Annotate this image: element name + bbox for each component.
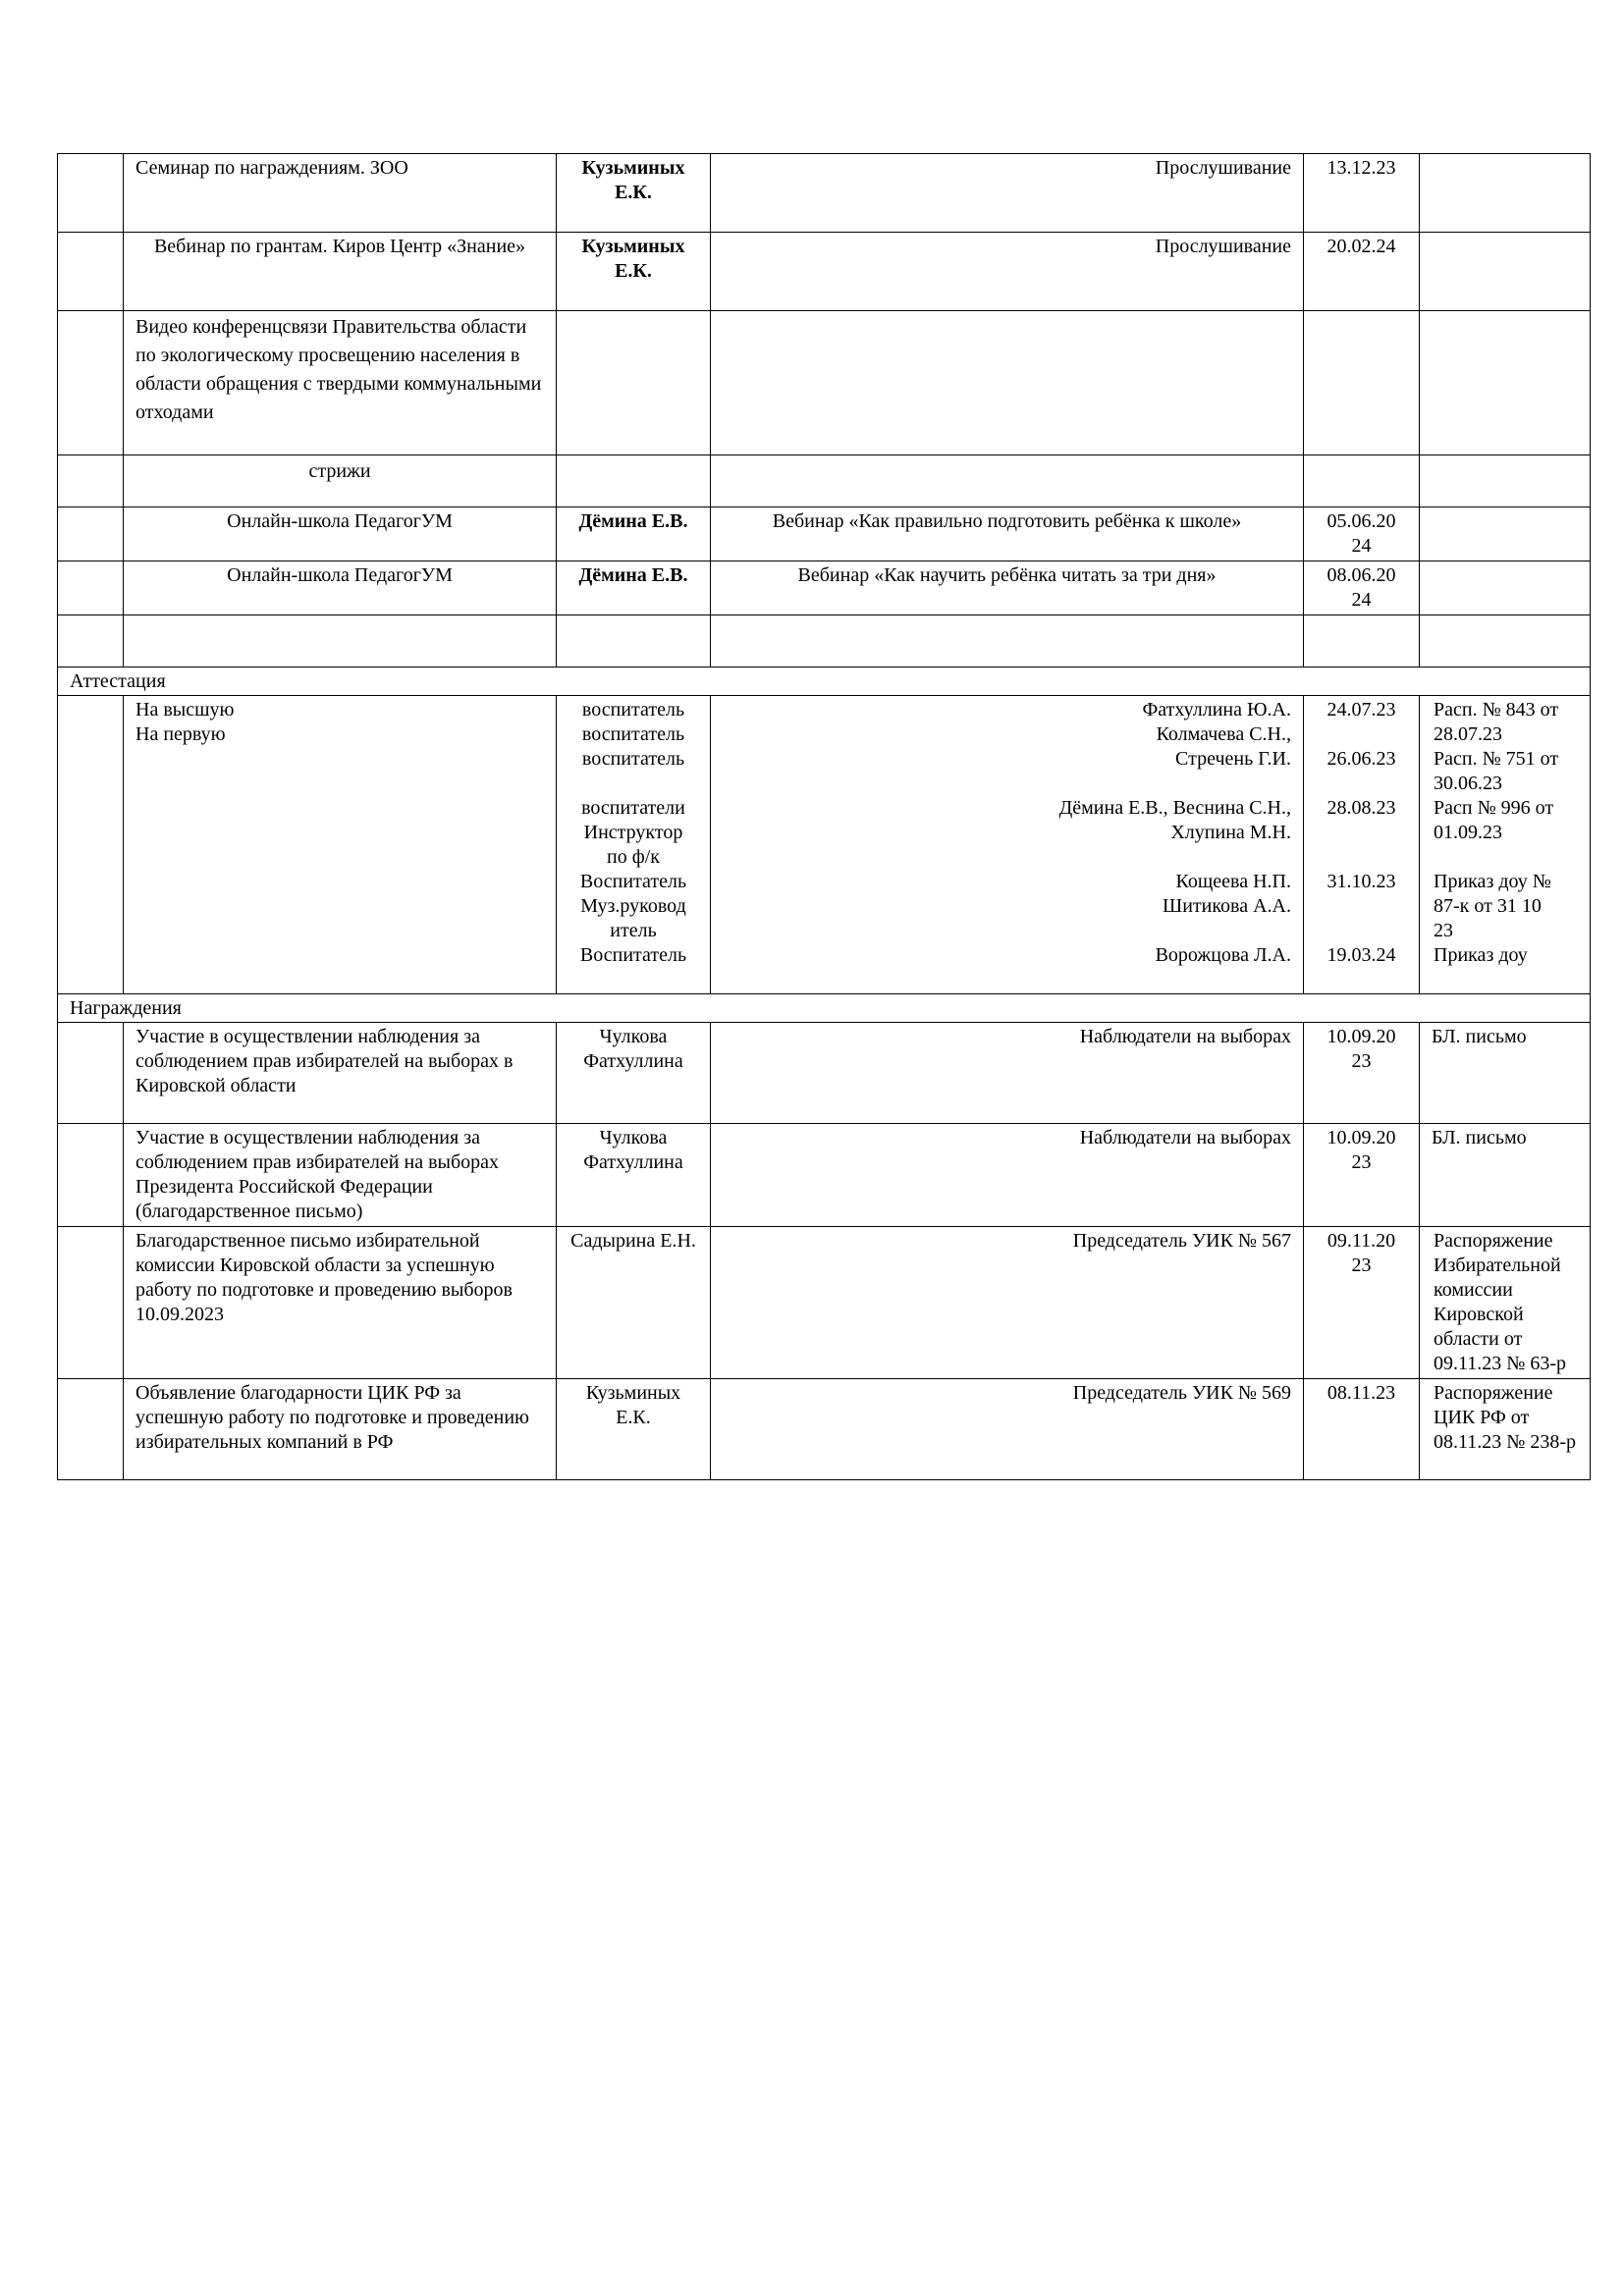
event-form: Прослушивание — [711, 233, 1304, 311]
event-row — [58, 561, 1591, 615]
event-row — [58, 455, 1591, 507]
note-line: Расп. № 843 от — [1434, 699, 1559, 721]
name-line — [723, 772, 1291, 796]
attestation-notes — [1420, 696, 1591, 994]
event-row-empty — [58, 615, 1591, 667]
event-name: Онлайн-школа ПедагогУМ — [124, 507, 557, 561]
event-note — [1420, 311, 1591, 455]
note-line: 30.06.23 — [1434, 773, 1502, 794]
event-name — [124, 615, 557, 667]
name-line — [723, 919, 1291, 943]
name-line: Колмачева С.Н., — [1156, 723, 1291, 745]
award-row — [58, 1227, 1591, 1379]
award-role: Наблюдатели на выборах — [711, 1023, 1304, 1124]
event-form: Вебинар «Как правильно подготовить ребёнка к школе» — [711, 507, 1304, 561]
award-date: 08.11.23 — [1304, 1379, 1420, 1480]
event-date: 08.06.20 24 — [1304, 561, 1420, 615]
award-row — [58, 1124, 1591, 1227]
event-note — [1420, 507, 1591, 561]
section-header-awards — [58, 994, 1591, 1023]
award-recipient: Кузьминых Е.К. — [557, 1379, 711, 1480]
event-form — [711, 455, 1304, 507]
award-row — [58, 1023, 1591, 1124]
note-line: Расп № 996 от — [1434, 797, 1554, 819]
date-line — [1316, 821, 1407, 845]
note-line: 23 — [1434, 920, 1453, 941]
note-line: Расп. № 751 от — [1434, 748, 1559, 770]
event-responsible: Дёмина Е.В. — [557, 561, 711, 615]
event-date — [1304, 455, 1420, 507]
position-line: воспитатель — [581, 699, 685, 721]
event-row — [58, 311, 1591, 455]
date-line — [1316, 919, 1407, 943]
name-line: Фатхуллина Ю.А. — [1142, 699, 1291, 721]
award-note: БЛ. письмо — [1420, 1023, 1591, 1124]
position-line: Воспитатель — [579, 944, 687, 966]
name-line: Хлупина М.Н. — [1170, 822, 1291, 843]
position-line — [568, 772, 698, 796]
award-role: Председатель УИК № 569 — [711, 1379, 1304, 1480]
position-line: по ф/к — [607, 846, 660, 868]
award-note: Распоряжение Избирательной комиссии Кировской области от 09.11.23 № 63-р — [1420, 1227, 1591, 1379]
event-responsible: Дёмина Е.В. — [557, 507, 711, 561]
event-note — [1420, 154, 1591, 233]
event-row — [58, 154, 1591, 233]
date-line: 26.06.23 — [1326, 748, 1396, 770]
award-note: Распоряжение ЦИК РФ от 08.11.23 № 238-р — [1420, 1379, 1591, 1480]
award-name: Объявление благодарности ЦИК РФ за успешную работу по подготовке и проведению избирательных компаний в РФ — [124, 1379, 557, 1480]
event-responsible: Кузьминых Е.К. — [557, 154, 711, 233]
name-line — [723, 845, 1291, 870]
position-line: воспитатели — [581, 797, 685, 819]
row-number-cell — [58, 1379, 124, 1480]
row-number-cell — [58, 311, 124, 455]
note-line: 28.07.23 — [1434, 723, 1502, 745]
date-line — [1316, 845, 1407, 870]
event-name: стрижи — [124, 455, 557, 507]
date-line — [1316, 894, 1407, 919]
event-name: Видео конференцсвязи Правительства области по экологическому просвещению населения в области обращения с твердыми коммунальными отходами — [124, 311, 557, 455]
event-name: Онлайн-школа ПедагогУМ — [124, 561, 557, 615]
date-line: 28.08.23 — [1326, 797, 1396, 819]
note-line — [1434, 845, 1586, 870]
section-title: Аттестация — [58, 667, 1591, 696]
award-recipient: Садырина Е.Н. — [557, 1227, 711, 1379]
event-note — [1420, 615, 1591, 667]
position-line: Воспитатель — [579, 871, 687, 892]
date-line — [1316, 722, 1407, 747]
attestation-row — [58, 696, 1591, 994]
name-line: Ворожцова Л.А. — [1155, 944, 1291, 966]
event-form — [711, 615, 1304, 667]
event-note — [1420, 455, 1591, 507]
row-number-cell — [58, 561, 124, 615]
award-role: Председатель УИК № 567 — [711, 1227, 1304, 1379]
row-number-cell — [58, 233, 124, 311]
date-line — [1316, 772, 1407, 796]
award-recipient: Чулкова Фатхуллина — [557, 1023, 711, 1124]
event-note — [1420, 233, 1591, 311]
name-line: Дёмина Е.В., Веснина С.Н., — [1058, 797, 1291, 819]
award-date: 10.09.20 23 — [1304, 1124, 1420, 1227]
event-date: 20.02.24 — [1304, 233, 1420, 311]
row-number-cell — [58, 1023, 124, 1124]
date-line: 19.03.24 — [1326, 944, 1396, 966]
row-number-cell — [58, 154, 124, 233]
position-line: Муз.руковод — [580, 895, 686, 917]
date-line: 24.07.23 — [1326, 699, 1396, 721]
attestation-positions — [557, 696, 711, 994]
row-number-cell — [58, 1124, 124, 1227]
award-name: Благодарственное письмо избирательной комиссии Кировской области за успешную работу по подготовке и проведению выборов 10.09.2023 — [124, 1227, 557, 1379]
award-recipient: Чулкова Фатхуллина — [557, 1124, 711, 1227]
row-number-cell — [58, 615, 124, 667]
event-date — [1304, 311, 1420, 455]
report-table — [57, 153, 1591, 1480]
event-form — [711, 311, 1304, 455]
event-date: 05.06.20 24 — [1304, 507, 1420, 561]
event-form: Вебинар «Как научить ребёнка читать за три дня» — [711, 561, 1304, 615]
attestation-level: На высшую — [135, 699, 235, 721]
event-date — [1304, 615, 1420, 667]
attestation-dates — [1304, 696, 1420, 994]
note-line: 87-к от 31 10 — [1434, 895, 1542, 917]
award-role: Наблюдатели на выборах — [711, 1124, 1304, 1227]
event-name: Семинар по награждениям. ЗОО — [124, 154, 557, 233]
row-number-cell — [58, 1227, 124, 1379]
award-name: Участие в осуществлении наблюдения за соблюдением прав избирателей на выборах в Кировской области — [124, 1023, 557, 1124]
event-name: Вебинар по грантам. Киров Центр «Знание» — [124, 233, 557, 311]
section-title: Награждения — [58, 994, 1591, 1023]
event-date: 13.12.23 — [1304, 154, 1420, 233]
note-line: Приказ доу — [1434, 944, 1528, 966]
position-line: воспитатель — [581, 723, 685, 745]
award-name: Участие в осуществлении наблюдения за соблюдением прав избирателей на выборах Президента Российской Федерации (благодарственное письмо) — [124, 1124, 557, 1227]
event-note — [1420, 561, 1591, 615]
attestation-level: На первую — [135, 723, 226, 745]
row-number-cell — [58, 507, 124, 561]
section-header-attestation — [58, 667, 1591, 696]
event-row — [58, 507, 1591, 561]
award-date: 09.11.20 23 — [1304, 1227, 1420, 1379]
event-row — [58, 233, 1591, 311]
date-line: 31.10.23 — [1326, 871, 1396, 892]
attestation-names — [711, 696, 1304, 994]
note-line: Приказ доу № — [1434, 871, 1551, 892]
award-row — [58, 1379, 1591, 1480]
row-number-cell — [58, 455, 124, 507]
name-line: Кощеева Н.П. — [1175, 871, 1291, 892]
position-line: Инструктор — [583, 822, 683, 843]
award-date: 10.09.20 23 — [1304, 1023, 1420, 1124]
event-responsible — [557, 311, 711, 455]
event-responsible — [557, 455, 711, 507]
row-number-cell — [58, 696, 124, 994]
position-line: итель — [610, 920, 657, 941]
event-responsible: Кузьминых Е.К. — [557, 233, 711, 311]
attestation-levels — [124, 696, 557, 994]
name-line: Стречень Г.И. — [1175, 748, 1291, 770]
name-line: Шитикова А.А. — [1163, 895, 1291, 917]
position-line: воспитатель — [581, 748, 685, 770]
note-line: 01.09.23 — [1434, 822, 1502, 843]
event-responsible — [557, 615, 711, 667]
event-form: Прослушивание — [711, 154, 1304, 233]
award-note: БЛ. письмо — [1420, 1124, 1591, 1227]
